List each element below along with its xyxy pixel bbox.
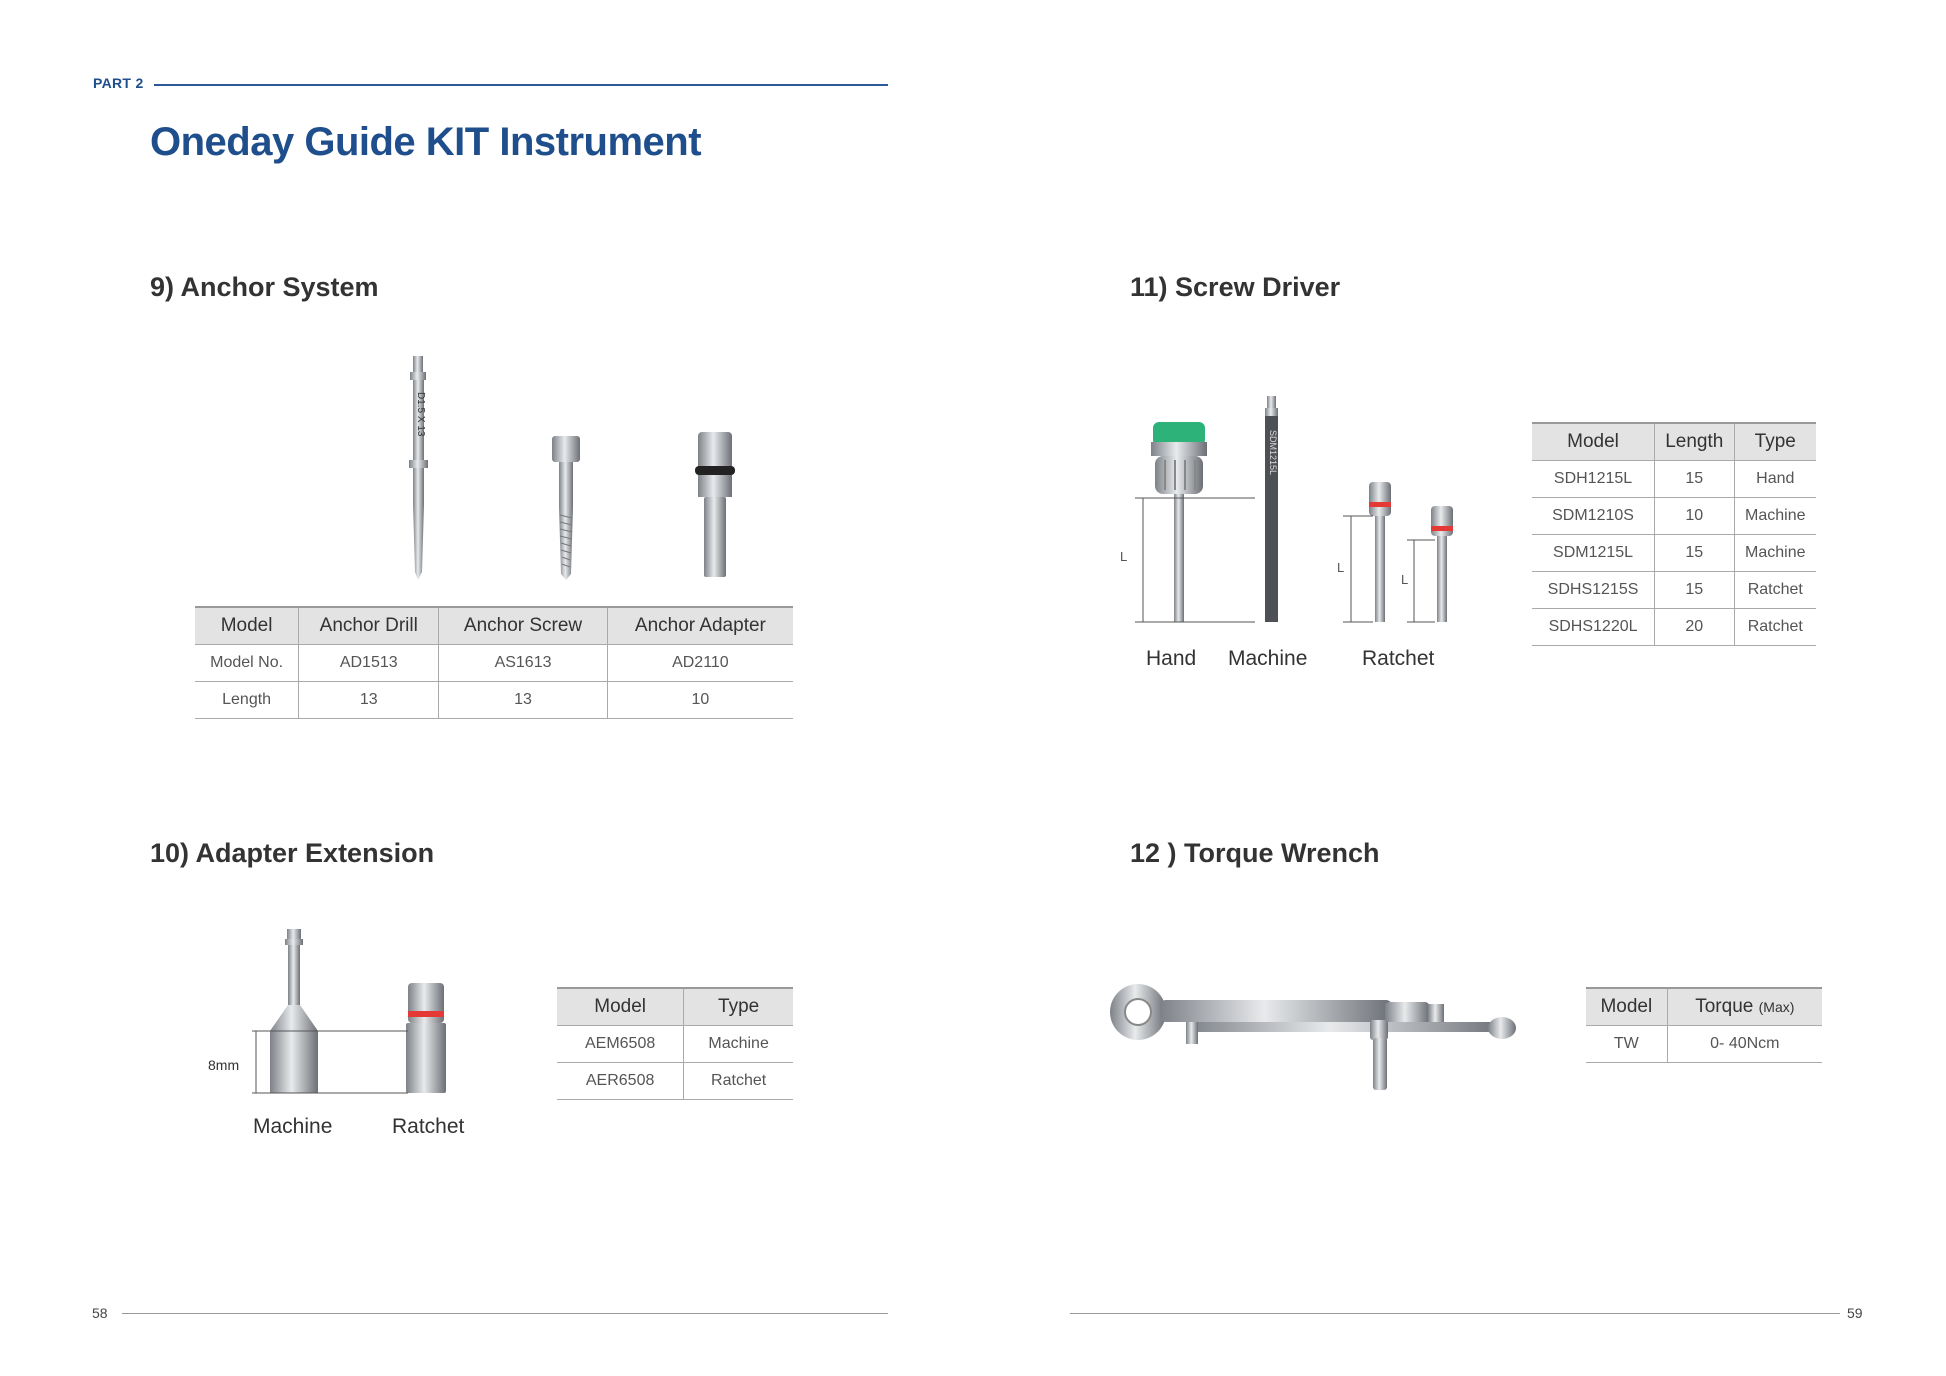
table-row: [557, 1063, 793, 1100]
table-cell: Machine: [684, 1026, 793, 1063]
table-cell: 10: [607, 682, 793, 719]
table-row: [195, 682, 793, 719]
caption-machine: Machine: [1228, 647, 1308, 670]
caption-hand: Hand: [1146, 647, 1197, 670]
table-header: Anchor Adapter: [607, 607, 793, 645]
dimension-label: L: [1337, 560, 1345, 575]
table-cell: 20: [1655, 609, 1734, 646]
torque-wrench-image: [1100, 980, 1520, 1100]
table-cell: AD2110: [607, 645, 793, 682]
anchor-screw-image: [552, 436, 580, 580]
drill-marking: D1.5 X 13: [415, 392, 426, 437]
section-title-screw-driver: 11) Screw Driver: [1130, 272, 1341, 302]
hand-driver-image: [1120, 422, 1255, 622]
dimension-label: L: [1120, 549, 1128, 564]
table-row: [1532, 461, 1816, 498]
table-cell: Ratchet: [684, 1063, 793, 1100]
torque-header-label: Torque: [1695, 996, 1754, 1017]
table-cell: AER6508: [557, 1063, 684, 1100]
anchor-drill-image: [409, 356, 428, 580]
table-cell: 13: [439, 682, 607, 719]
caption-ratchet: Ratchet: [392, 1115, 465, 1138]
table-header: Type: [684, 988, 793, 1026]
table-header: Model: [1532, 423, 1655, 461]
table-header: Length: [1655, 423, 1734, 461]
adapter-extension-table: [557, 987, 793, 1100]
table-header: Anchor Screw: [439, 607, 607, 645]
torque-wrench-table: [1586, 987, 1822, 1063]
caption-machine: Machine: [253, 1115, 333, 1138]
footer-divider-right: [1070, 1313, 1840, 1314]
table-cell: SDM1215L: [1532, 535, 1655, 572]
table-cell: AD1513: [299, 645, 439, 682]
table-row: [1532, 535, 1816, 572]
table-cell: Length: [195, 682, 299, 719]
part-label: PART 2: [93, 75, 144, 91]
table-row: [557, 1026, 793, 1063]
page-title: Oneday Guide KIT Instrument: [150, 120, 702, 164]
section-title-torque-wrench: 12 ) Torque Wrench: [1130, 838, 1380, 868]
page-number-right: 59: [1847, 1305, 1863, 1321]
table-header: Model: [1586, 988, 1667, 1026]
adapter-extension-illustration: [200, 925, 460, 1095]
table-cell: Model No.: [195, 645, 299, 682]
footer-divider-left: [122, 1313, 888, 1314]
table-cell: Ratchet: [1734, 572, 1816, 609]
anchor-system-table: [195, 606, 793, 719]
shaft-marking: SDM1215L: [1268, 430, 1278, 476]
table-cell: 15: [1655, 535, 1734, 572]
table-cell: SDHS1220L: [1532, 609, 1655, 646]
table-cell: SDHS1215S: [1532, 572, 1655, 609]
table-header: Model: [557, 988, 684, 1026]
table-cell: 15: [1655, 572, 1734, 609]
table-row: [1532, 572, 1816, 609]
table-row: [1532, 609, 1816, 646]
table-cell: SDM1210S: [1532, 498, 1655, 535]
ratchet-adapter-image: [406, 983, 446, 1093]
section-title-adapter-extension: 10) Adapter Extension: [150, 838, 435, 868]
table-row: [195, 645, 793, 682]
table-cell: Machine: [1734, 498, 1816, 535]
table-cell: 0- 40Ncm: [1667, 1026, 1822, 1063]
table-cell: Ratchet: [1734, 609, 1816, 646]
table-cell: Hand: [1734, 461, 1816, 498]
machine-adapter-image: [270, 929, 318, 1093]
table-cell: 10: [1655, 498, 1734, 535]
table-cell: 13: [299, 682, 439, 719]
caption-ratchet: Ratchet: [1362, 647, 1435, 670]
table-header: [1667, 988, 1822, 1026]
screw-driver-table: [1532, 422, 1816, 646]
table-cell: SDH1215L: [1532, 461, 1655, 498]
table-header: Anchor Drill: [299, 607, 439, 645]
page-number-left: 58: [92, 1305, 108, 1321]
table-cell: TW: [1586, 1026, 1667, 1063]
anchor-adapter-image: [695, 432, 735, 577]
dimension-label: 8mm: [208, 1057, 240, 1073]
table-cell: AS1613: [439, 645, 607, 682]
ratchet-driver-long-image: [1337, 482, 1391, 622]
dimension-label: L: [1401, 572, 1409, 587]
table-cell: Machine: [1734, 535, 1816, 572]
table-row: [1532, 498, 1816, 535]
screw-driver-illustration: [1115, 390, 1475, 630]
table-cell: 15: [1655, 461, 1734, 498]
section-title-anchor-system: 9) Anchor System: [150, 272, 379, 302]
table-header: Type: [1734, 423, 1816, 461]
table-header: Model: [195, 607, 299, 645]
machine-driver-image: [1265, 396, 1278, 622]
anchor-system-illustration: [380, 350, 800, 585]
table-cell: AEM6508: [557, 1026, 684, 1063]
table-row: [1586, 1026, 1822, 1063]
ratchet-driver-short-image: [1401, 506, 1453, 622]
header-divider: [154, 84, 888, 86]
torque-header-max: (Max): [1758, 999, 1795, 1015]
